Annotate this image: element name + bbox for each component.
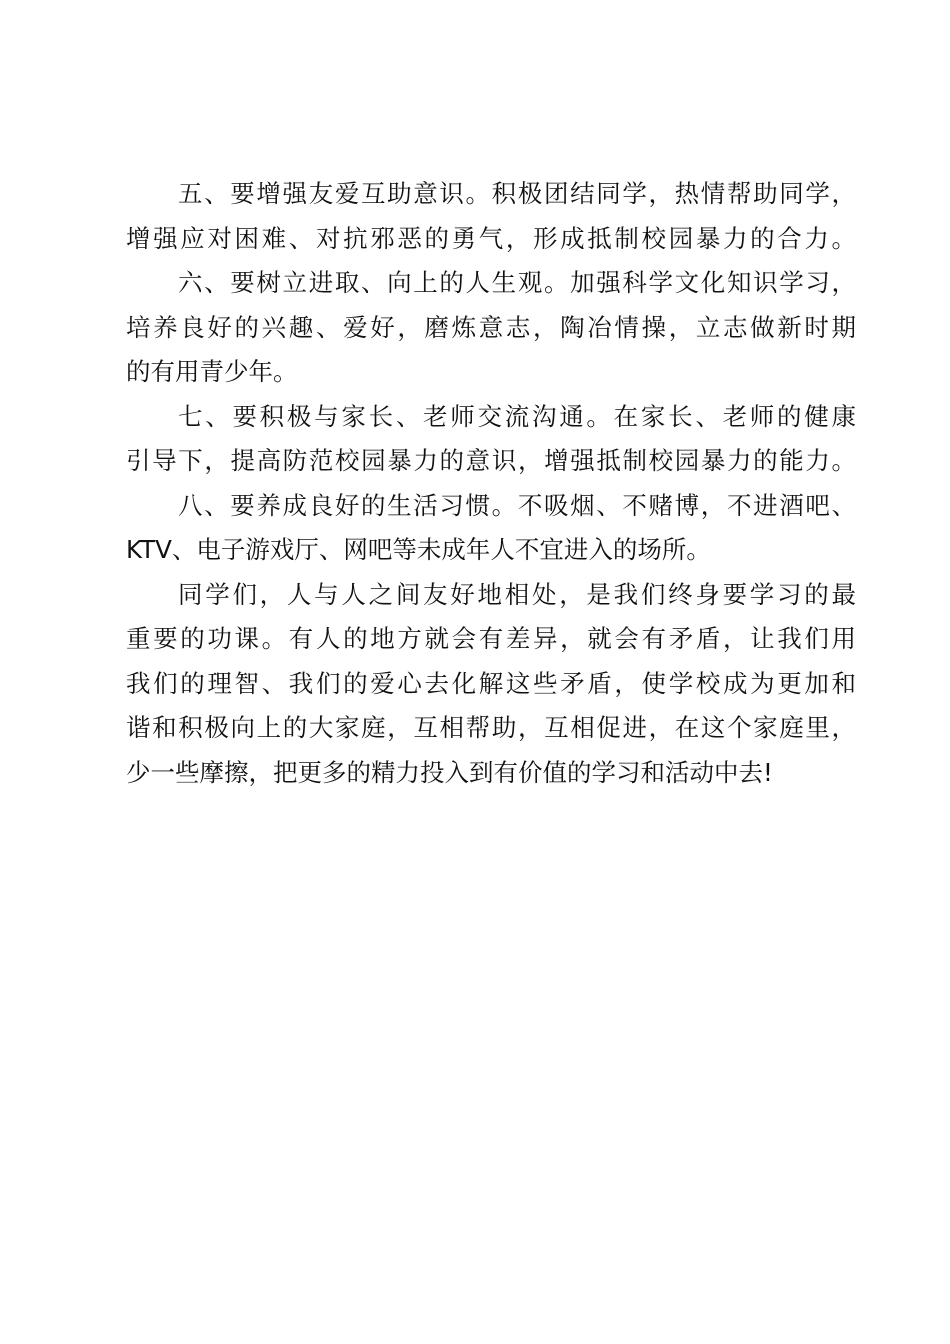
- paragraph-line: 我们的理智、我们的爱心去化解这些矛盾，使学校成为更加和: [126, 668, 856, 698]
- paragraph-7-communication: [126, 395, 856, 484]
- paragraph-line: 谐和积极向上的大家庭，互相帮助，互相促进，在这个家庭里，: [126, 713, 856, 742]
- paragraph-line: 八、要养成良好的生活习惯。不吸烟、不赌博，不进酒吧、: [178, 490, 856, 520]
- document-body: [126, 172, 856, 795]
- paragraph-line: 增强应对困难、对抗邪恶的勇气，形成抵制校园暴力的合力。: [126, 223, 856, 253]
- paragraph-line: KTV、电子游戏厅、网吧等未成年人不宜进入的场所。: [126, 535, 711, 564]
- paragraph-8-habits: [126, 484, 856, 573]
- paragraph-line: 五、要增强友爱互助意识。积极团结同学，热情帮助同学，: [178, 179, 856, 208]
- paragraph-line: 引导下，提高防范校园暴力的意识，增强抵制校园暴力的能力。: [126, 446, 856, 475]
- paragraph-6-outlook: [126, 261, 856, 395]
- paragraph-5-friendship: [126, 172, 856, 261]
- paragraph-line: 六、要树立进取、向上的人生观。加强科学文化知识学习，: [178, 268, 856, 297]
- paragraph-closing: [126, 573, 856, 796]
- paragraph-line: 同学们，人与人之间友好地相处，是我们终身要学习的最: [178, 579, 856, 609]
- paragraph-line: 少一些摩擦，把更多的精力投入到有价值的学习和活动中去!: [126, 757, 773, 787]
- paragraph-line: 重要的功课。有人的地方就会有差异，就会有矛盾，让我们用: [126, 624, 856, 653]
- paragraph-line: 培养良好的兴趣、爱好，磨炼意志，陶冶情操，立志做新时期: [126, 312, 856, 342]
- paragraph-line: 七、要积极与家长、老师交流沟通。在家长、老师的健康: [178, 401, 856, 431]
- paragraph-line: 的有用青少年。: [126, 357, 298, 386]
